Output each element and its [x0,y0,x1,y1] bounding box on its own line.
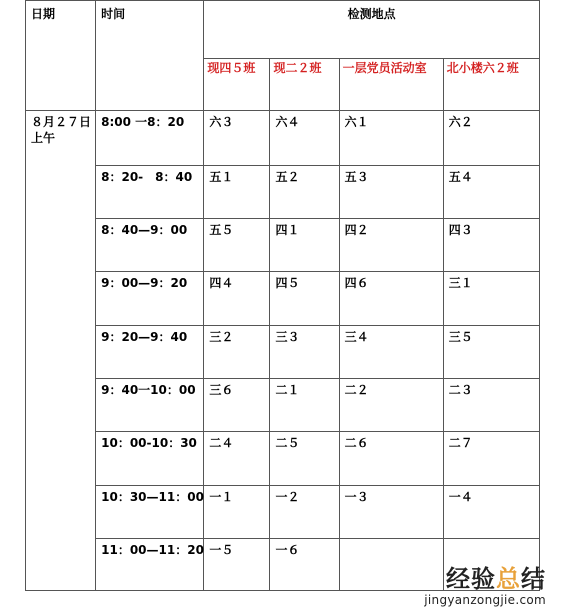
schedule-row [26,432,540,486]
watermark [424,566,546,607]
class-cell: 六１ [339,111,443,166]
class-cell: 五４ [443,166,539,219]
schedule-row [26,486,540,539]
time-cell: 9：20—9：40 [96,326,204,379]
class-cell: 四３ [443,219,539,272]
time-cell: 9：40一10：00 [96,379,204,432]
class-cell: 四５ [270,272,339,326]
time-cell: 10：00-10：30 [96,432,204,486]
class-cell: 六２ [443,111,539,166]
class-cell: 一３ [339,486,443,539]
class-cell: 四４ [204,272,270,326]
class-cell: 五２ [270,166,339,219]
class-cell: 四２ [339,219,443,272]
site-header: 北小楼六２班 [443,59,539,111]
header-location: 检测地点 [204,1,540,59]
header-date: 日期 [26,1,96,111]
class-cell: 一５ [204,539,270,591]
class-cell: 二７ [443,432,539,486]
header-time: 时间 [96,1,204,111]
site-header: 现四５班 [204,59,270,111]
date-cell: ８月２７日上午 [26,111,96,591]
class-cell: 二２ [339,379,443,432]
class-cell: 二６ [339,432,443,486]
class-cell: 三１ [443,272,539,326]
class-cell: 三６ [204,379,270,432]
time-cell: 10：30—11：00 [96,486,204,539]
class-cell: 五３ [339,166,443,219]
time-cell: 9：00—9：20 [96,272,204,326]
class-cell: 二４ [204,432,270,486]
schedule-row [26,219,540,272]
watermark-url: jingyanzongjie.com [424,593,546,607]
class-cell: 二１ [270,379,339,432]
class-cell: 六４ [270,111,339,166]
class-cell: 四６ [339,272,443,326]
class-cell: 五１ [204,166,270,219]
class-cell: 一２ [270,486,339,539]
class-cell: 五５ [204,219,270,272]
schedule-table [25,0,540,591]
schedule-row [26,166,540,219]
watermark-logo: 经验总结 [446,564,546,593]
class-cell: 一１ [204,486,270,539]
class-cell: 一４ [443,486,539,539]
class-cell: 六３ [204,111,270,166]
class-cell: 二３ [443,379,539,432]
site-header: 现二２班 [270,59,339,111]
time-cell: 11：00—11：20 [96,539,204,591]
class-cell: 三３ [270,326,339,379]
time-cell: 8：20- 8：40 [96,166,204,219]
class-cell: 一６ [270,539,339,591]
class-cell: 四１ [270,219,339,272]
schedule-row [26,326,540,379]
time-cell: 8：40—9：00 [96,219,204,272]
time-cell: 8:00 一8：20 [96,111,204,166]
class-cell: 三２ [204,326,270,379]
class-cell: 三４ [339,326,443,379]
schedule-row [26,272,540,326]
class-cell: 二５ [270,432,339,486]
schedule-row [26,111,540,166]
schedule-row [26,379,540,432]
class-cell: 三５ [443,326,539,379]
site-header: 一层党员活动室 [339,59,443,111]
